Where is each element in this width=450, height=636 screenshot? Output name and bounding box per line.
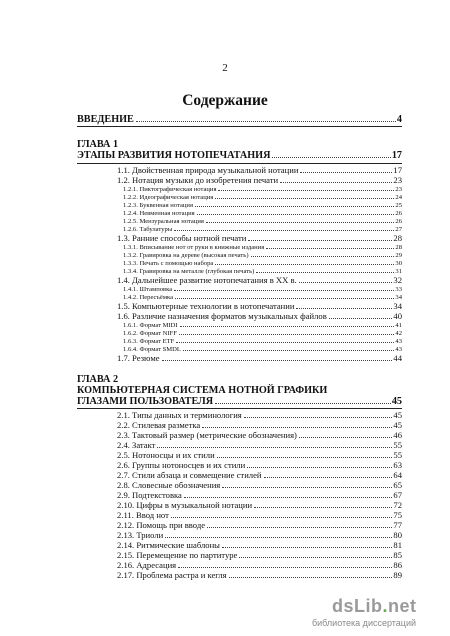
toc-entry[interactable] bbox=[77, 286, 402, 294]
leader-dots bbox=[180, 326, 395, 327]
toc-entry-page: 29 bbox=[395, 251, 402, 259]
leader-dots bbox=[178, 567, 392, 568]
chapter2-page: 45 bbox=[391, 396, 402, 408]
toc-entry-text: 2.3. Тактовый размер (метрические обозначения) bbox=[117, 430, 297, 441]
toc-entry[interactable] bbox=[77, 234, 402, 244]
toc-entry[interactable] bbox=[77, 338, 402, 346]
toc-entry-text: 2.13. Триоли bbox=[117, 530, 164, 541]
toc-entry-page: 33 bbox=[395, 285, 402, 293]
toc-entry-page: 46 bbox=[393, 430, 402, 441]
leader-dots bbox=[183, 350, 394, 351]
toc-entry-text: 1.2.2. Идеографическая нотация bbox=[123, 193, 214, 201]
toc-entry-text: 1.7. Резюме bbox=[117, 352, 160, 363]
toc-entry-text: 1.3.2. Гравировка на дереве (высокая печать) bbox=[123, 251, 249, 259]
toc-entry-text: 2.7. Стили абзаца и совмещение стилей bbox=[117, 470, 262, 481]
toc-entry-text: 1.6.4. Формат SMDL bbox=[123, 345, 181, 353]
divider bbox=[77, 408, 402, 409]
chapter1-heading[interactable] bbox=[77, 150, 402, 161]
page-number: 2 bbox=[222, 62, 228, 74]
leader-dots bbox=[299, 282, 393, 283]
toc-entry-page: 65 bbox=[393, 480, 402, 491]
toc-entry-text: 2.14. Ритмические шаблоны bbox=[117, 540, 220, 551]
leader-dots bbox=[174, 290, 394, 291]
toc-entry-text: 2.10. Цифры в музыкальной нотации bbox=[117, 500, 253, 511]
toc-entry[interactable] bbox=[77, 194, 402, 202]
toc-entry[interactable] bbox=[77, 260, 402, 268]
toc-entry-text: 1.3.1. Вписывание нот от руки в книжные издания bbox=[123, 243, 265, 251]
leader-dots bbox=[174, 230, 394, 231]
toc-entry-page: 28 bbox=[393, 232, 402, 243]
toc-entry-page: 64 bbox=[393, 470, 402, 481]
leader-dots bbox=[239, 557, 392, 558]
toc-entry-text: 1.3.4. Гравировка на металле (глубокая печать) bbox=[123, 267, 255, 275]
toc-entry[interactable] bbox=[77, 312, 402, 322]
toc-entry-text: 2.11. Ввод нот bbox=[117, 510, 169, 521]
toc-entry[interactable] bbox=[77, 218, 402, 226]
leader-dots bbox=[218, 190, 394, 191]
toc-entry-page: 31 bbox=[395, 267, 402, 275]
toc-entry-page: 17 bbox=[393, 164, 402, 175]
toc-entry-page: 72 bbox=[393, 500, 402, 511]
toc-entry-text: 1.2.4. Невменная нотация bbox=[123, 209, 195, 217]
page-title: Содержание bbox=[182, 92, 268, 109]
toc-entry[interactable] bbox=[77, 202, 402, 210]
toc-entry-page: 34 bbox=[393, 300, 402, 311]
toc-entry-page: 23 bbox=[395, 185, 402, 193]
toc-entry-text: 2.5. Нотоносцы и их стили bbox=[117, 450, 215, 461]
leader-dots bbox=[296, 308, 392, 309]
toc-entry-text: 1.2.3. Буквенная нотация bbox=[123, 201, 193, 209]
toc-entry-page: 34 bbox=[395, 293, 402, 301]
leader-dots bbox=[207, 527, 392, 528]
toc-entry-text: 1.3.3. Печать с помощью набора bbox=[123, 259, 214, 267]
divider bbox=[77, 126, 402, 127]
toc-entry-text: 1.2.5. Мензуральная нотация bbox=[123, 217, 204, 225]
toc-entry[interactable] bbox=[77, 210, 402, 218]
toc-entry-text: 2.12. Помощь при вводе bbox=[117, 520, 206, 531]
leader-dots bbox=[272, 157, 390, 158]
leader-dots bbox=[244, 417, 393, 418]
toc-entry-text: 2.9. Подтекстовка bbox=[117, 490, 182, 501]
chapter2-entries bbox=[77, 411, 402, 581]
toc-entry-page: 43 bbox=[395, 337, 402, 345]
toc-entry-text: 1.6.3. Формат ETF bbox=[123, 337, 175, 345]
toc-entry-page: 86 bbox=[393, 560, 402, 571]
toc-entry[interactable] bbox=[77, 322, 402, 330]
toc-entry-page: 27 bbox=[395, 225, 402, 233]
toc-entry-page: 25 bbox=[395, 201, 402, 209]
chapter2-label: ГЛАВА 2 bbox=[77, 373, 119, 385]
leader-dots bbox=[206, 222, 394, 223]
toc-entry[interactable] bbox=[77, 354, 402, 364]
toc-entry-text: 1.6. Различие назначения форматов музыкальных файлов bbox=[117, 310, 327, 321]
toc-entry[interactable] bbox=[77, 244, 402, 252]
toc-entry-page: 28 bbox=[395, 243, 402, 251]
toc-entry-page: 67 bbox=[393, 490, 402, 501]
toc-entry-page: 23 bbox=[393, 174, 402, 185]
leader-dots bbox=[229, 577, 393, 578]
toc-entry[interactable] bbox=[77, 571, 402, 581]
leader-dots bbox=[215, 403, 391, 404]
toc-entry-text: 1.4.2. Пересъёмка bbox=[123, 293, 174, 301]
leader-dots bbox=[266, 248, 394, 249]
chapter1-page: 17 bbox=[391, 150, 402, 162]
toc-entry-text: 2.16. Адресация bbox=[117, 560, 177, 571]
table-of-contents bbox=[77, 114, 402, 581]
toc-entry-text: 1.1. Двойственная природа музыкальной нотации bbox=[117, 164, 299, 175]
toc-entry-page: 63 bbox=[393, 460, 402, 471]
leader-dots bbox=[300, 172, 392, 173]
toc-entry[interactable] bbox=[77, 176, 402, 186]
leader-dots bbox=[165, 537, 392, 538]
toc-entry[interactable] bbox=[77, 252, 402, 260]
toc-entry-page: 26 bbox=[395, 217, 402, 225]
leader-dots bbox=[222, 487, 392, 488]
leader-dots bbox=[202, 427, 392, 428]
leader-dots bbox=[264, 477, 393, 478]
toc-intro-page: 4 bbox=[396, 114, 402, 125]
leader-dots bbox=[280, 182, 392, 183]
toc-entry-text: 2.6. Группы нотоносцев и их стили bbox=[117, 460, 246, 471]
toc-entry-page: 30 bbox=[395, 259, 402, 267]
leader-dots bbox=[215, 198, 394, 199]
dslib-watermark bbox=[312, 594, 450, 634]
toc-entry-text: 2.8. Словесные обозначения bbox=[117, 480, 221, 491]
toc-entry-text: 1.6.2. Формат NIFF bbox=[123, 329, 177, 337]
toc-entry-page: 45 bbox=[393, 410, 402, 421]
toc-entry-page: 77 bbox=[393, 520, 402, 531]
leader-dots bbox=[222, 547, 392, 548]
toc-entry-page: 42 bbox=[395, 329, 402, 337]
toc-entry-page: 24 bbox=[395, 193, 402, 201]
leader-dots bbox=[251, 256, 395, 257]
toc-entry-page: 55 bbox=[393, 440, 402, 451]
leader-dots bbox=[176, 342, 394, 343]
toc-entry-text: 1.2.6. Табулатуры bbox=[123, 225, 173, 233]
leader-dots bbox=[256, 272, 394, 273]
toc-entry-page: 89 bbox=[393, 570, 402, 581]
toc-entry-page: 45 bbox=[393, 420, 402, 431]
watermark-logo: dsLib.net bbox=[332, 596, 417, 616]
leader-dots bbox=[162, 360, 393, 361]
toc-intro[interactable] bbox=[77, 114, 402, 125]
toc-entry-text: 2.15. Перемещение по партитуре bbox=[117, 550, 238, 561]
leader-dots bbox=[215, 264, 394, 265]
toc-entry-text: 1.4. Дальнейшее развитие нотопечатания в XX в. bbox=[117, 274, 297, 285]
leader-dots bbox=[197, 214, 395, 215]
toc-entry-text: 2.2. Стилевая разметка bbox=[117, 420, 201, 431]
toc-entry-page: 55 bbox=[393, 450, 402, 461]
toc-entry-text: 1.2.1. Пиктографическая нотация bbox=[123, 185, 217, 193]
toc-entry-page: 85 bbox=[393, 550, 402, 561]
chapter2-heading[interactable] bbox=[77, 396, 402, 407]
toc-entry[interactable] bbox=[77, 186, 402, 194]
leader-dots bbox=[248, 240, 392, 241]
toc-entry-text: 1.5. Компьютерные технологии в нотопечатании bbox=[117, 300, 295, 311]
leader-dots bbox=[184, 497, 393, 498]
toc-entry-page: 26 bbox=[395, 209, 402, 217]
chapter1-label: ГЛАВА 1 bbox=[77, 139, 119, 151]
toc-entry-text: 2.17. Проблема растра и кегля bbox=[117, 570, 227, 581]
toc-entry-text: 1.3. Ранние способы нотной печати bbox=[117, 232, 247, 243]
toc-entry-text: 1.2. Нотация музыки до изобретения печати bbox=[117, 174, 279, 185]
toc-entry-page: 40 bbox=[393, 310, 402, 321]
toc-entry-page: 43 bbox=[395, 345, 402, 353]
toc-entry-page: 32 bbox=[393, 274, 402, 285]
toc-entry-page: 81 bbox=[393, 540, 402, 551]
divider bbox=[77, 163, 402, 164]
toc-entry[interactable] bbox=[77, 330, 402, 338]
leader-dots bbox=[179, 334, 395, 335]
toc-entry-text: 1.6.1. Формат MIDI bbox=[123, 321, 178, 329]
chapter2-title-line1: КОМПЬЮТЕРНАЯ СИСТЕМА НОТНОЙ ГРАФИКИ bbox=[77, 384, 328, 396]
toc-entry[interactable] bbox=[77, 276, 402, 286]
leader-dots bbox=[299, 437, 393, 438]
toc-entry-page: 80 bbox=[393, 530, 402, 541]
toc-entry-page: 75 bbox=[393, 510, 402, 521]
leader-dots bbox=[195, 206, 394, 207]
toc-entry-page: 41 bbox=[395, 321, 402, 329]
leader-dots bbox=[175, 298, 394, 299]
toc-entry-text: 2.1. Типы данных и терминология bbox=[117, 410, 242, 421]
watermark-subtitle: библиотека диссертаций bbox=[312, 618, 417, 628]
leader-dots bbox=[329, 318, 393, 319]
chapter1-entries bbox=[77, 166, 402, 364]
leader-dots bbox=[157, 447, 392, 448]
toc-entry-text: 2.4. Затакт bbox=[117, 440, 156, 451]
leader-dots bbox=[171, 517, 393, 518]
toc-entry-page: 44 bbox=[393, 352, 402, 363]
leader-dots bbox=[136, 121, 396, 122]
leader-dots bbox=[254, 507, 392, 508]
leader-dots bbox=[247, 467, 392, 468]
toc-intro-label: ВВЕДЕНИЕ bbox=[77, 114, 134, 125]
chapter2-title-line2: ГЛАЗАМИ ПОЛЬЗОВАТЕЛЯ bbox=[77, 396, 214, 408]
toc-entry-text: 1.4.1. Штамповка bbox=[123, 285, 173, 293]
leader-dots bbox=[217, 457, 393, 458]
chapter1-title: ЭТАПЫ РАЗВИТИЯ НОТОПЕЧАТАНИЯ bbox=[77, 150, 271, 162]
